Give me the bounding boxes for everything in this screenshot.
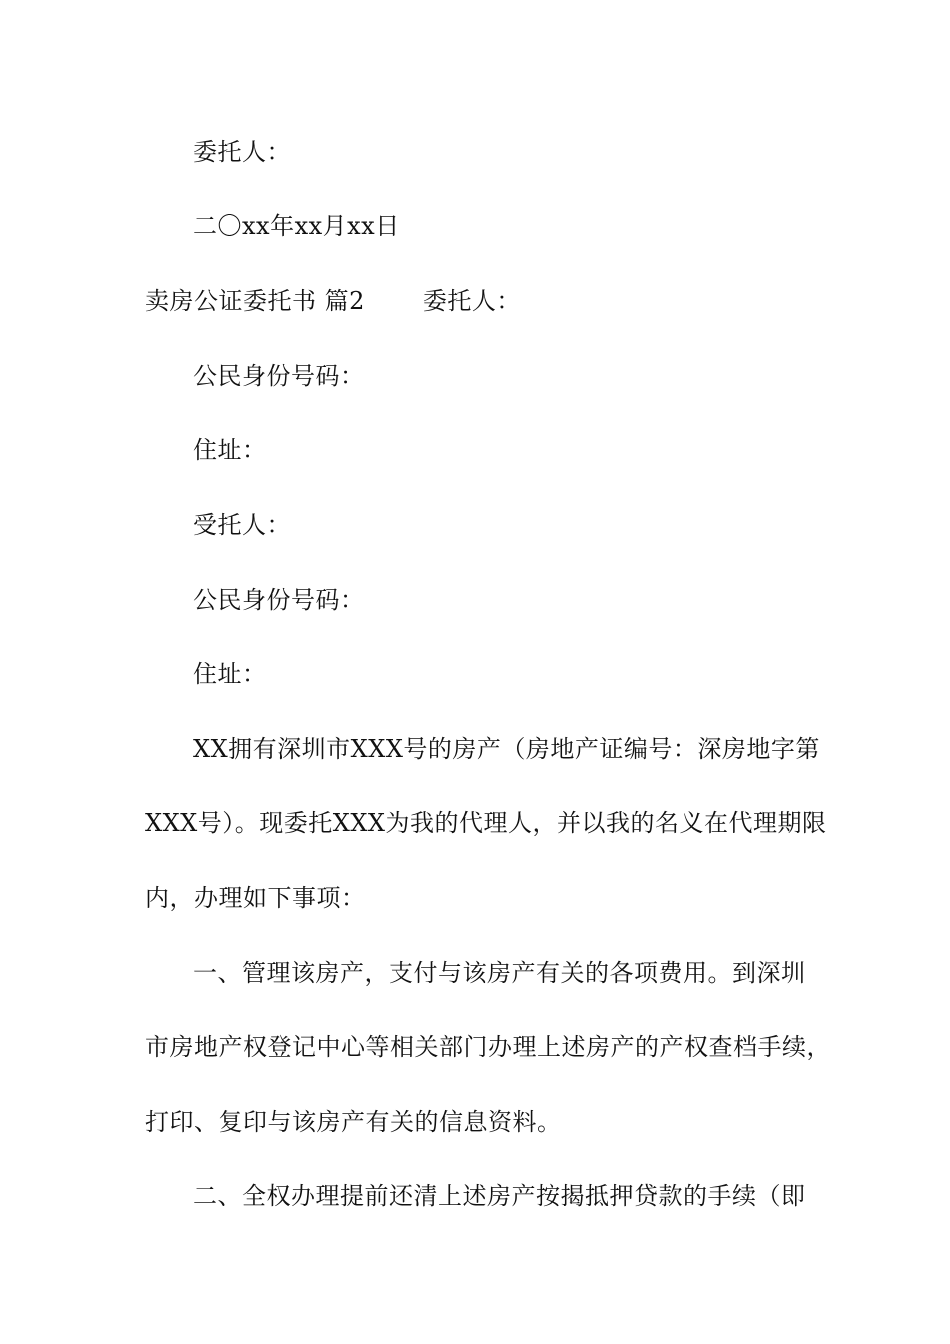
paragraph-line: 住址： xyxy=(193,660,267,688)
paragraph-line: 打印、复印与该房产有关的信息资料。 xyxy=(145,1108,562,1136)
paragraph-line: 公民身份号码： xyxy=(193,586,365,614)
date-line: 二〇xx年xx月xx日 xyxy=(193,212,400,240)
paragraph-line: 一、管理该房产，支付与该房产有关的各项费用。到深圳 xyxy=(193,959,806,987)
paragraph-line: XX拥有深圳市XXX号的房产（房地产证编号：深房地字第 xyxy=(193,735,820,763)
paragraph-line: 市房地产权登记中心等相关部门办理上述房产的产权查档手续， xyxy=(145,1033,831,1061)
paragraph-line: 住址： xyxy=(193,436,267,464)
section-heading-continuation: 委托人： xyxy=(422,287,521,315)
paragraph-line: 公民身份号码： xyxy=(193,362,365,390)
paragraph-line: 内，办理如下事项： xyxy=(145,884,366,912)
section-heading-line xyxy=(145,286,835,316)
paragraph-line: XXX号）。现委托XXX为我的代理人，并以我的名义在代理期限 xyxy=(145,809,827,837)
paragraph-line: 委托人： xyxy=(193,138,291,166)
paragraph-line: 受托人： xyxy=(193,511,291,539)
paragraph-line: 二、全权办理提前还清上述房产按揭抵押贷款的手续（即 xyxy=(193,1182,806,1210)
section-title: 卖房公证委托书 篇2 xyxy=(145,287,365,315)
